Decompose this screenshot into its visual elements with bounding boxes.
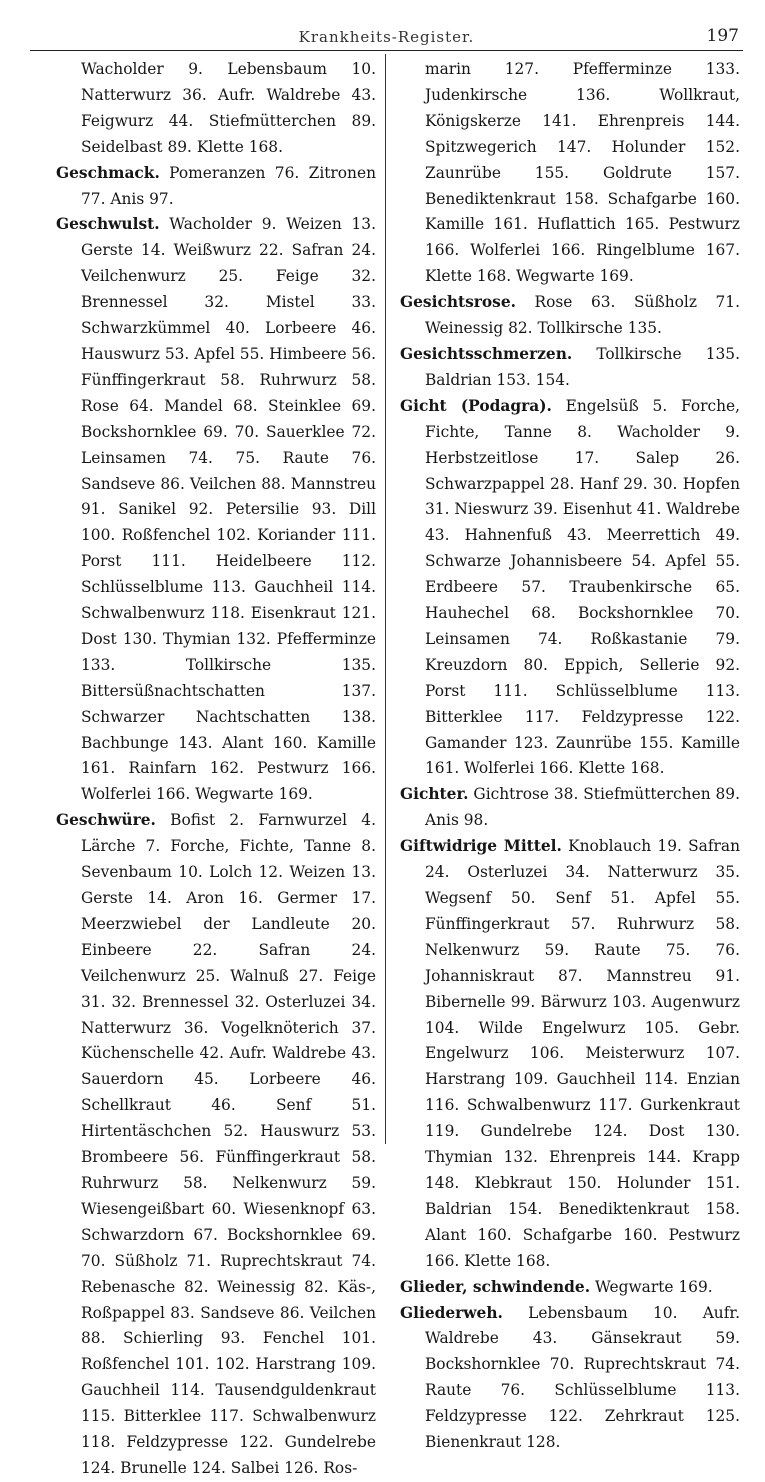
entry-references: Gichtrose 38. Stiefmütterchen 89. Anis 98.: [425, 785, 740, 830]
header-rule: [30, 50, 743, 51]
index-entry: [400, 1301, 740, 1456]
entry-references: Pomeranzen 76. Zitronen 77. Anis 97.: [81, 163, 376, 208]
index-entry: [400, 834, 740, 1274]
index-entry: [400, 782, 740, 834]
entry-references: Engelsüß 5. Forche, Fichte, Tanne 8. Wacholder 9. Herbstzeitlose 17. Salep 26. Schwarzpappel 28. Hanf 29. 30. Hopfen 31. Nieswurz 39. Eisenhut 41. Waldrebe 43. Hahnenfuß 43. Meerrettich 49. Schwarze Johannisbeere 54. Apfel 55. Erdbeere 57. Traubenkirsche 65. Hauhechel 68. Bockshornklee 70. Leinsamen 74. Roßkastanie 79. Kreuzdorn 80. Eppich, Sellerie 92. Porst 111. Schlüsselblume 113. Bitterklee 117. Feldzypresse 122. Gamander 123. Zaunrübe 155. Kamille 161. Wolferlei 166. Klette 168.: [425, 396, 740, 778]
entry-term: Giftwidrige Mittel.: [400, 837, 562, 856]
index-entry: [56, 808, 376, 1482]
entry-term: Glieder, schwindende.: [400, 1277, 591, 1296]
index-entry: [400, 394, 740, 783]
index-entry: [56, 212, 376, 808]
index-entry: [400, 1275, 740, 1301]
entry-term: Gesichtsrose.: [400, 293, 516, 312]
entry-references: Knoblauch 19. Safran 24. Osterluzei 34. Natterwurz 35. Wegsenf 50. Senf 51. Apfel 55. Fünffingerkraut 57. Ruhrwurz 58. Nelkenwurz 59. Raute 75. 76. Johanniskraut 87. Mannstreu 91. Bibernelle 99. Bärwurz 103. Augenwurz 104. Wilde Engelwurz 105. Gebr. Engelwurz 106. Meisterwurz 107. Harstrang 109. Gauchheil 114. Enzian 116. Schwalbenwurz 117. Gurkenkraut 119. Gundelrebe 124. Dost 130. Thymian 132. Ehrenpreis 144. Krapp 148. Klebkraut 150. Holunder 151. Baldrian 154. Benediktenkraut 158. Alant 160. Schafgarbe 160. Pestwurz 166. Klette 168.: [425, 837, 740, 1270]
entry-references: marin 127. Pfefferminze 133. Judenkirsche 136. Wollkraut, Königskerze 141. Ehrenpreis 144. Spitzwegerich 147. Holunder 152. Zaunrübe 155. Goldrute 157. Benediktenkraut 158. Schafgarbe 160. Kamille 161. Huflattich 165. Pestwurz 166. Wolferlei 166. Ringelblume 167. Klette 168. Wegwarte 169.: [425, 60, 740, 286]
running-title: Krankheits-Register.: [298, 28, 475, 46]
entry-references: Lebensbaum 10. Aufr. Waldrebe 43. Gänsekraut 59. Bockshornklee 70. Ruprechtskraut 74. Raute 76. Schlüsselblume 113. Feldzypresse 122. Zehrkraut 125. Bienenkraut 128.: [425, 1303, 740, 1452]
entry-references: Wegwarte 169.: [594, 1277, 713, 1296]
entry-term: Gesichtsschmerzen.: [400, 344, 573, 363]
entry-term: Gliederweh.: [400, 1303, 503, 1322]
page-header: [30, 26, 743, 52]
entry-term: Gichter.: [400, 785, 469, 804]
entry-references: Tollkirsche 135. Baldrian 153. 154.: [425, 344, 740, 389]
index-entry: [56, 57, 376, 161]
entry-references: Bofist 2. Farnwurzel 4. Lärche 7. Forche, Fichte, Tanne 8. Sevenbaum 10. Lolch 12. Weizen 13. Gerste 14. Aron 16. Germer 17. Meerzwiebel der Landleute 20. Einbeere 22. Safran 24. Veilchenwurz 25. Walnuß 27. Feige 31. 32. Brennessel 32. Osterluzei 34. Natterwurz 36. Vogelknöterich 37. Küchenschelle 42. Aufr. Waldrebe 43. Sauerdorn 45. Lorbeere 46. Schellkraut 46. Senf 51. Hirtentäschchen 52. Hauswurz 53. Brombeere 56. Fünffingerkraut 58. Ruhrwurz 58. Nelkenwurz 59. Wiesengeißbart 60. Wiesenknopf 63. Schwarzdorn 67. Bockshornklee 69. 70. Süßholz 71. Ruprechtskraut 74. Rebenasche 82. Weinessig 82. Käs-, Roßpappel 83. Sandseve 86. Veilchen 88. Schierling 93. Fenchel 101. Roßfenchel 101. 102. Harstrang 109. Gauchheil 114. Tausendguldenkraut 115. Bitterklee 117. Schwalbenwurz 118. Feldzypresse 122. Gundelrebe 124. Brunelle 124. Salbei 126. Ros-: [81, 811, 376, 1477]
entry-references: Wacholder 9. Weizen 13. Gerste 14. Weißwurz 22. Safran 24. Veilchenwurz 25. Feige 32. Brennessel 32. Mistel 33. Schwarzkümmel 40. Lorbeere 46. Hauswurz 53. Apfel 55. Himbeere 56. Fünffingerkraut 58. Ruhrwurz 58. Rose 64. Mandel 68. Steinklee 69. Bockshornklee 69. 70. Sauerklee 72. Leinsamen 74. 75. Raute 76. Sandseve 86. Veilchen 88. Mannstreu 91. Sanikel 92. Petersilie 93. Dill 100. Roßfenchel 102. Koriander 111. Porst 111. Heidelbeere 112. Schlüsselblume 113. Gauchheil 114. Schwalbenwurz 118. Eisenkraut 121. Dost 130. Thymian 132. Pfefferminze 133. Tollkirsche 135. Bittersüßnachtschatten 137. Schwarzer Nachtschatten 138. Bachbunge 143. Alant 160. Kamille 161. Rainfarn 162. Pestwurz 166. Wolferlei 166. Wegwarte 169.: [81, 215, 377, 804]
entry-references: Wacholder 9. Lebensbaum 10. Natterwurz 36. Aufr. Waldrebe 43. Feigwurz 44. Stiefmütterchen 89. Seidelbast 89. Klette 168.: [81, 60, 376, 156]
right-column: [400, 57, 740, 1456]
index-entry: [400, 342, 740, 394]
index-entry: [400, 57, 740, 290]
entry-term: Geschwulst.: [56, 215, 160, 234]
entry-term: Geschmack.: [56, 163, 160, 182]
entry-term: Gicht (Podagra).: [400, 396, 552, 415]
column-divider: [385, 54, 386, 1144]
index-entry: [56, 161, 376, 213]
entry-references: Rose 63. Süßholz 71. Weinessig 82. Tollkirsche 135.: [425, 293, 740, 338]
index-entry: [400, 290, 740, 342]
left-column: [56, 57, 376, 1482]
page-number: 197: [706, 26, 739, 46]
entry-term: Geschwüre.: [56, 811, 156, 830]
